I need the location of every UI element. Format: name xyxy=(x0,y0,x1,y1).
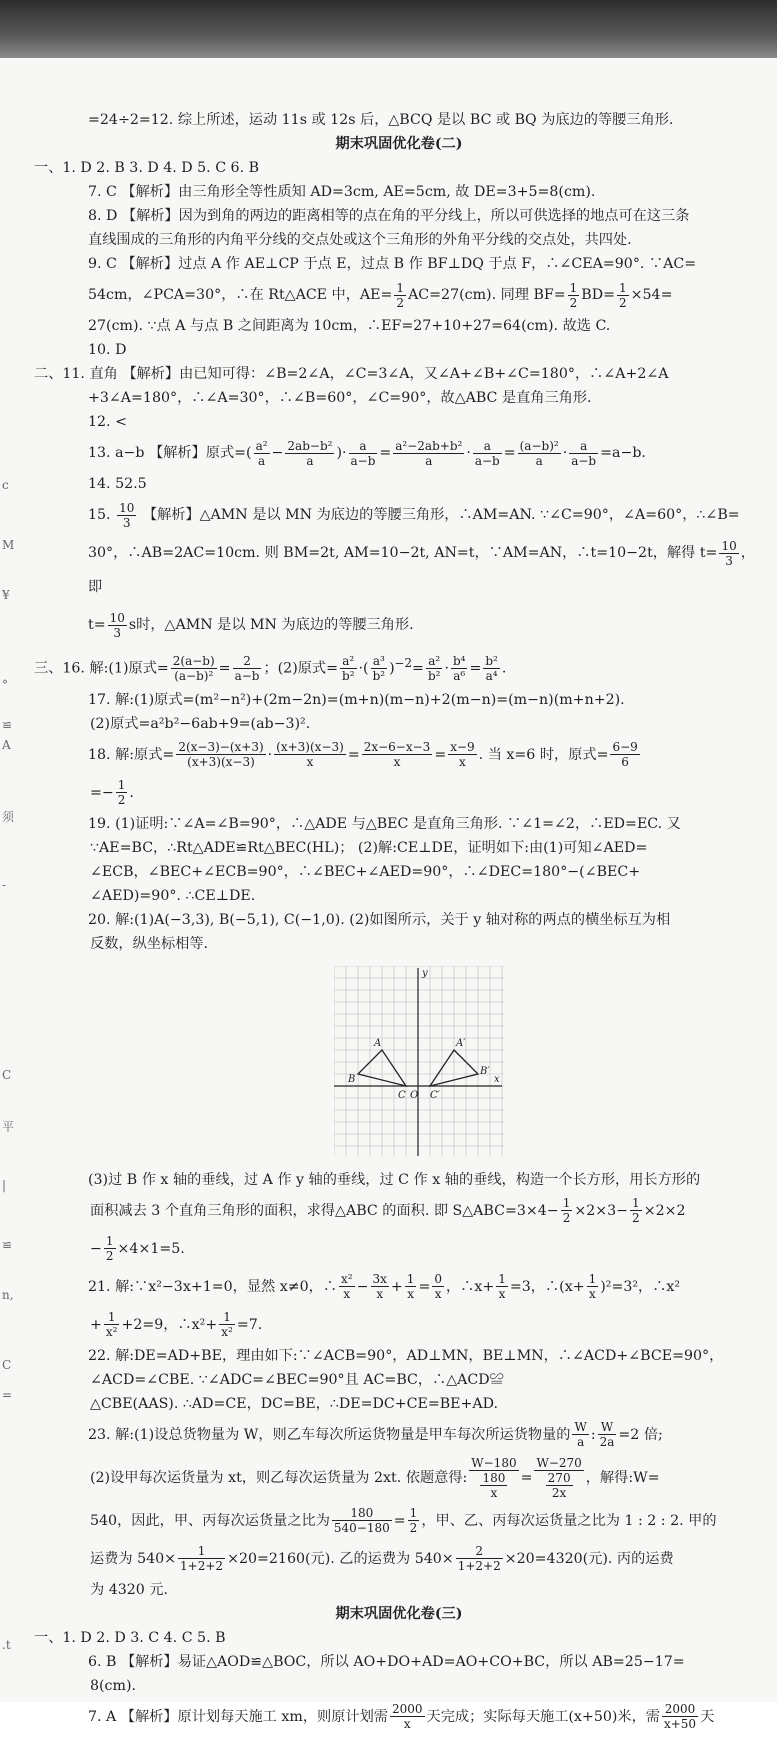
answers-line: 一、1. D 2. D 3. C 4. C 5. B xyxy=(34,1629,226,1646)
text: 54cm，∠PCA=30°，∴在 Rt△ACE 中，AE= xyxy=(88,287,393,303)
denominator: 1+2+2 xyxy=(457,1559,501,1574)
margin-mark: c xyxy=(2,478,9,492)
answers-line: 一、1. D 2. B 3. D 4. D 5. C 6. B xyxy=(34,160,260,176)
fraction xyxy=(171,654,217,683)
label-c: C xyxy=(398,1089,406,1101)
numerator: 2000 xyxy=(662,1702,698,1717)
text: ；(2)原式= xyxy=(263,660,339,677)
numerator: 2 xyxy=(233,654,262,669)
text: = xyxy=(393,1512,406,1529)
text-line: 8(cm). xyxy=(90,1677,137,1694)
denominator: x+50 xyxy=(663,1717,697,1732)
text: =− xyxy=(90,784,114,801)
text-line: t= $\frac{10}{3}$ s时，△AMN 是以 MN 为底边的等腰三角形. xyxy=(88,610,414,640)
text-line: ∠AED)=90°. ∴CE⊥DE. xyxy=(90,887,256,904)
text-line: (3)过 B 作 x 轴的垂线，过 A 作 y 轴的垂线，过 C 作 x 轴的垂线，构造一个长方形，用长方形的 xyxy=(88,1171,701,1188)
numerator: 1 xyxy=(569,280,578,295)
text: =2 倍; xyxy=(618,1426,663,1443)
text: + xyxy=(90,1316,102,1333)
fraction xyxy=(610,740,639,769)
numerator: 180 xyxy=(332,1506,392,1521)
fraction xyxy=(617,281,629,310)
denominator: x xyxy=(589,1287,596,1302)
text-line: 7. C 【解析】由三角形全等性质知 AD=3cm, AE=5cm, 故 DE=3+5=8(cm). xyxy=(88,184,596,200)
denominator: x xyxy=(407,1287,414,1302)
numerator: 1 xyxy=(406,1272,415,1287)
denominator xyxy=(469,1471,518,1500)
fraction xyxy=(219,1310,235,1339)
text-line: 19. (1)证明:∵∠A=∠B=90°，∴△ADE 与△BEC 是直角三角形. ∵∠1=∠2，∴ED=EC. 又 xyxy=(88,815,681,832)
text: ，解得:W= xyxy=(585,1469,660,1486)
fraction xyxy=(117,501,136,530)
fraction xyxy=(274,740,346,769)
text: ×4×1=5. xyxy=(117,1240,185,1257)
numerator: a xyxy=(473,439,502,454)
fraction xyxy=(108,611,127,640)
text: =3，∴(x+ xyxy=(509,1278,585,1295)
fraction xyxy=(480,1471,507,1500)
answer-page xyxy=(0,58,777,1732)
margin-mark: A xyxy=(2,738,11,752)
text: )· xyxy=(336,445,347,461)
numerator: 1 xyxy=(632,1196,640,1211)
fraction xyxy=(587,1272,599,1301)
numerator: 2 xyxy=(456,1544,503,1559)
text-line xyxy=(34,1418,764,1452)
denominator: 2 xyxy=(396,295,405,310)
text-line: 反数，纵坐标相等. xyxy=(90,935,209,952)
text: 18. 解:原式= xyxy=(88,746,175,763)
fraction xyxy=(104,1234,116,1263)
text-line xyxy=(34,1542,764,1576)
numerator: 10 xyxy=(119,500,135,515)
denominator: a⁴ xyxy=(485,669,498,684)
margin-mark: .t xyxy=(2,1638,11,1652)
numerator: W−180 xyxy=(471,1455,517,1470)
denominator: x² xyxy=(221,1325,233,1340)
numerator: 1 xyxy=(588,1272,597,1287)
fraction xyxy=(405,1272,417,1301)
numerator: 2000 xyxy=(391,1702,423,1717)
numerator: 1 xyxy=(562,1196,571,1211)
denominator: 3 xyxy=(113,625,122,640)
denominator: x xyxy=(459,755,466,770)
denominator: x xyxy=(376,1287,384,1302)
text-line: =− $\frac{1}{2}$ . xyxy=(90,778,134,808)
text-line: 18. 解:原式= $\frac{2(x-3)-(x+3)}{(x+3)(x-3)}$ · $\frac{(x+3)(x-3)}{x}$ = $\frac{2x-6-x-3}{x}$ = $\frac{x-9}{x}$ . 当 x=6 时，原式= $\frac{6-9}{6}$ xyxy=(88,740,638,770)
text-line: ∠ECB，∠BEC+∠ECB=90°，∴∠BEC+∠AED=90°，∴∠DEC=180°−(∠BEC+ xyxy=(90,863,641,880)
numerator: 1 xyxy=(618,280,627,295)
fraction xyxy=(176,740,265,769)
text-line xyxy=(34,1270,764,1304)
numerator: 1 xyxy=(409,1506,418,1521)
margin-mark: - xyxy=(2,878,7,892)
numerator: 0 xyxy=(434,1272,442,1287)
fraction xyxy=(233,654,262,683)
numerator: 2x−6−x−3 xyxy=(363,740,431,755)
denominator: 2 xyxy=(409,1521,418,1536)
fraction xyxy=(394,281,406,310)
text-line xyxy=(34,278,764,312)
text-line xyxy=(34,1194,764,1228)
text: 面积减去 3 个直角三角形的面积，求得△ABC 的面积. 即 S△ABC=3×4− xyxy=(90,1202,559,1219)
label-o: O xyxy=(410,1089,419,1101)
coordinate-graph xyxy=(334,966,504,1156)
scanner-top-bar xyxy=(0,0,777,58)
text-line xyxy=(34,1700,764,1734)
text: =7. xyxy=(236,1316,263,1333)
fraction xyxy=(340,654,357,683)
numerator: 1 xyxy=(104,1310,120,1325)
denominator: a xyxy=(257,453,266,468)
fraction xyxy=(518,439,561,468)
numerator: 1 xyxy=(105,1234,114,1249)
denominator: a−b xyxy=(234,669,260,684)
denominator: 2x xyxy=(551,1485,567,1500)
text-line: 8. D 【解析】因为到角的两边的距离相等的点在角的平分线上，所以可供选择的地点可在这三条 xyxy=(88,208,690,224)
text-line xyxy=(34,536,764,604)
text-line xyxy=(34,1456,764,1500)
label-a1: A′ xyxy=(456,1037,466,1049)
text: = xyxy=(418,1278,431,1295)
text-line xyxy=(34,1232,764,1266)
fraction xyxy=(408,1506,420,1535)
label-y: y xyxy=(422,967,428,979)
fraction xyxy=(483,654,500,683)
numerator: 180 xyxy=(482,1470,506,1485)
margin-mark: M xyxy=(2,538,15,552)
text: 540，因此，甲、丙每次运货量之比为 xyxy=(90,1512,330,1529)
text: + xyxy=(390,1278,403,1295)
text: 【解析】△AMN 是以 MN 为底边的等腰三角形，∴AM=AN. ∵∠C=90°，∠A=60°，∴∠B= xyxy=(142,507,740,523)
text-line: 17. 解:(1)原式=(m²−n²)+(2m−2n)=(m+n)(m−n)+2(m−n)=(m−n)(m+n+2). xyxy=(88,691,625,708)
fraction xyxy=(469,1456,518,1500)
text: ×2×3− xyxy=(574,1202,629,1219)
denominator: a xyxy=(577,1435,585,1450)
text: 三、16. 解:(1)原式= xyxy=(34,660,169,677)
numerator: a² xyxy=(255,438,268,453)
denominator: a−b xyxy=(350,453,376,468)
fraction xyxy=(432,1272,444,1301)
text-line: 9. C 【解析】过点 A 作 AE⊥CP 于点 E，过点 B 作 BF⊥DQ 于点 F，∴∠CEA=90°. ∵AC= xyxy=(88,256,697,272)
denominator: a−b xyxy=(571,453,597,468)
numerator: 1 xyxy=(396,280,405,295)
grid xyxy=(334,966,504,1156)
denominator xyxy=(534,1471,583,1500)
numerator: b² xyxy=(485,654,498,669)
fraction xyxy=(662,1702,698,1731)
numerator: 1 xyxy=(498,1272,506,1287)
denominator: 2 xyxy=(569,295,578,310)
text: ×20=4320(元). 丙的运费 xyxy=(504,1550,674,1567)
text: ×2×2 xyxy=(643,1202,686,1219)
numerator: a xyxy=(569,439,598,454)
fraction xyxy=(371,654,388,683)
text: 21. 解:∵x²−3x+1=0，显然 x≠0，∴ xyxy=(88,1278,338,1295)
text: . 当 x=6 时，原式= xyxy=(478,746,609,763)
fraction xyxy=(390,1702,425,1731)
denominator: x xyxy=(434,1287,442,1302)
numerator: x−9 xyxy=(450,740,475,755)
text: − xyxy=(356,1278,369,1295)
text: 运费为 540× xyxy=(90,1550,177,1567)
denominator: a xyxy=(425,453,433,468)
label-c1: C′ xyxy=(430,1089,440,1101)
text: BD= xyxy=(581,287,615,303)
fraction xyxy=(568,281,580,310)
fraction xyxy=(456,1544,503,1573)
denominator: 2 xyxy=(632,1211,640,1226)
label-b1: B′ xyxy=(480,1065,490,1077)
fraction xyxy=(426,654,443,683)
fraction xyxy=(598,1420,617,1449)
denominator: x xyxy=(393,755,401,770)
denominator: x xyxy=(306,755,314,770)
text: 7. A 【解析】原计划每天施工 xm，则原计划需 xyxy=(88,1708,388,1725)
denominator: x xyxy=(490,1485,498,1500)
text: =a−b. xyxy=(600,445,646,461)
denominator: a⁶ xyxy=(453,669,466,684)
fraction xyxy=(116,778,128,807)
denominator: a−b xyxy=(474,453,500,468)
text: AC=27(cm). 同理 BF= xyxy=(408,287,566,303)
numerator: W xyxy=(574,1420,587,1435)
denominator: 3 xyxy=(122,515,131,530)
numerator: 10 xyxy=(109,610,125,625)
text-line: 22. 解:DE=AD+BE，理由如下:∵∠ACB=90°，AD⊥MN，BE⊥MN，∴∠ACD+∠BCE=90°， xyxy=(88,1347,724,1364)
denominator: x xyxy=(343,1287,351,1302)
denominator: 6 xyxy=(621,755,629,770)
label-b: B xyxy=(348,1073,356,1085)
numerator: 2ab−b² xyxy=(287,438,333,453)
text-line: 20. 解:(1)A(−3,3), B(−5,1), C(−1,0). (2)如图所示，关于 y 轴对称的两点的横坐标互为相 xyxy=(88,911,671,928)
text: 天 xyxy=(700,1708,715,1725)
margin-mark: ° xyxy=(2,678,8,692)
fraction xyxy=(349,439,378,468)
denominator: 3 xyxy=(725,553,733,568)
text: · xyxy=(562,445,568,461)
text: (2)设甲每次运货量为 xt，则乙每次运货量为 2xt. 依题意得: xyxy=(90,1469,468,1486)
text-line: 14. 52.5 xyxy=(88,476,147,492)
numerator: b⁴ xyxy=(452,654,466,669)
numerator: 2(a−b) xyxy=(172,654,215,669)
numerator: W xyxy=(598,1420,617,1435)
margin-mark: C xyxy=(2,1068,12,1082)
left-margin-marks xyxy=(0,58,14,1702)
fraction xyxy=(371,1272,389,1301)
text: : xyxy=(590,1426,596,1443)
denominator: (x+3)(x−3) xyxy=(187,755,255,770)
denominator: b² xyxy=(372,669,386,684)
numerator: a² xyxy=(340,654,357,669)
denominator: x xyxy=(403,1717,411,1732)
numerator: 6−9 xyxy=(612,740,638,755)
margin-mark: C xyxy=(2,1358,12,1372)
text-line: 13. a−b 【解析】原式=( $\frac{\text{a²}}{a}$ − $\frac{\text{2ab−b²}}{a}$ )· $\frac{a}{a-b}$ = $\frac{\text{a²−2ab+b²}}{a}$ · $\frac{a}{a-b}$ = $\frac{\text{(a−b)²}}{a}$ · $\frac{a}{a-b}$ =a−b. xyxy=(88,438,646,468)
text-line: 二、11. 直角 【解析】由已知可得：∠B=2∠A，∠C=3∠A，又∠A+∠B+∠C=180°，∴∠A+2∠A xyxy=(34,366,669,382)
numerator: (x+3)(x−3) xyxy=(276,740,344,755)
numerator: 3x xyxy=(372,1272,387,1287)
fraction xyxy=(719,539,738,568)
margin-mark: n, xyxy=(2,1288,14,1302)
denominator: a xyxy=(306,453,314,468)
margin-mark: 平 xyxy=(2,1120,15,1134)
text-line xyxy=(34,1504,764,1538)
text: +2=9，∴x²+ xyxy=(121,1316,218,1333)
denominator: b² xyxy=(427,669,441,684)
text: − xyxy=(90,1240,102,1257)
text: ×54= xyxy=(630,287,673,303)
text: ，即 xyxy=(88,545,755,595)
margin-mark: | xyxy=(2,1178,7,1192)
label-x: x xyxy=(494,1073,500,1085)
text-line: 为 4320 元. xyxy=(90,1581,169,1598)
denominator: 2 xyxy=(117,793,126,808)
margin-mark: = xyxy=(2,1388,13,1402)
numerator: a² xyxy=(426,654,443,669)
fraction xyxy=(339,1272,355,1301)
fraction xyxy=(178,1544,225,1573)
denominator: 1+2+2 xyxy=(180,1559,224,1574)
text: s时，△AMN 是以 MN 为底边的等腰三角形. xyxy=(128,617,414,633)
text: ，∴x+ xyxy=(445,1278,495,1295)
denominator: x² xyxy=(105,1325,118,1340)
fraction xyxy=(496,1272,508,1301)
fraction xyxy=(393,439,464,468)
fraction xyxy=(572,1420,588,1449)
text-line: 15. $\frac{10}{3}$ 【解析】△AMN 是以 MN 为底边的等腰三角形，∴AM=AN. ∵∠C=90°，∠A=60°，∴∠B= xyxy=(88,500,740,530)
numerator: 1 xyxy=(219,1310,235,1325)
text: 30°，∴AB=2AC=10cm. 则 BM=2t, AM=10−2t, AN=t，∵AM=AN，∴t=10−2t，解得 t= xyxy=(88,545,718,561)
numerator: 10 xyxy=(721,538,737,553)
fraction xyxy=(451,654,468,683)
fraction xyxy=(285,439,334,468)
margin-mark: ≌ xyxy=(2,1238,13,1252)
text-line: 6. B 【解析】易证△AOD≌△BOC，所以 AO+DO+AD=AO+CO+BC，所以 AB=25−17= xyxy=(88,1653,685,1670)
fraction xyxy=(254,439,270,468)
fraction xyxy=(448,740,476,769)
fraction xyxy=(534,1456,583,1500)
denominator: x xyxy=(498,1287,506,1302)
numerator: a xyxy=(349,439,378,454)
text-line: =24÷2=12. 综上所述，运动 11s 或 12s 后，△BCQ 是以 BC 或 BQ 为底边的等腰三角形. xyxy=(88,112,674,128)
denominator: 2 xyxy=(618,295,627,310)
fraction xyxy=(473,439,502,468)
denominator: b² xyxy=(342,669,355,684)
text-line xyxy=(34,1308,764,1342)
numerator: 270 xyxy=(547,1470,571,1485)
numerator: a³ xyxy=(371,654,388,669)
section-title: 期末巩固优化卷(三) xyxy=(335,1605,463,1622)
text: = xyxy=(520,1469,533,1486)
margin-mark: 须 xyxy=(2,810,15,824)
text: 13. a−b 【解析】原式=( xyxy=(88,445,252,461)
denominator: 2 xyxy=(562,1211,571,1226)
text: 天完成；实际每天施工(x+50)米，需 xyxy=(426,1708,660,1725)
text-line: 12. < xyxy=(88,414,127,430)
text: ，甲、乙、丙每次运货量之比为 1 : 2 : 2. 甲的 xyxy=(421,1512,717,1529)
denominator: a xyxy=(535,453,543,468)
fraction xyxy=(104,1310,120,1339)
text-line: (2)原式=a²b²−6ab+9=(ab−3)². xyxy=(90,715,311,732)
text-line: 三、16. 解:(1)原式= $\frac{2(a-b)}{\text{(a−b)²}}$ = $\frac{2}{a-b}$ ；(2)原式= $\frac{\text{a²}}{\text{b²}}$ ·( $\frac{\text{a³}}{\text{b²}}$ )$^{-2}$= $\frac{\text{a²}}{\text{b²}}$ · $\frac{\text{b⁴}}{\text{a⁶}}$ = $\frac{\text{b²}}{\text{a⁴}}$ . xyxy=(34,654,507,684)
answer-content xyxy=(34,110,764,1738)
text: 23. 解:(1)设总货物量为 W，则乙车每次所运货物量是甲车每次所运货物量的 xyxy=(88,1426,571,1443)
fraction xyxy=(561,1196,573,1225)
margin-mark: ≌ xyxy=(2,718,13,732)
label-a: A xyxy=(374,1037,382,1049)
denominator: 540−180 xyxy=(333,1521,390,1536)
numerator: 2(x−3)−(x+3) xyxy=(178,740,264,755)
text: ×20=2160(元). 乙的运费为 540× xyxy=(227,1550,454,1567)
margin-mark: ¥ xyxy=(2,588,10,602)
numerator: 1 xyxy=(117,778,126,793)
text-line: 27(cm). ∵点 A 与点 B 之间距离为 10cm，∴EF=27+10+27=64(cm). 故选 C. xyxy=(88,318,611,334)
fraction xyxy=(332,1506,392,1535)
text: · xyxy=(466,445,471,461)
fraction xyxy=(362,740,433,769)
fraction xyxy=(546,1471,573,1500)
denominator: (a−b)² xyxy=(174,669,214,684)
fraction xyxy=(569,439,598,468)
denominator: 2a xyxy=(599,1435,615,1450)
text-line: △CBE(AAS). ∴AD=CE，DC=BE，∴DE=DC+CE=BE+AD. xyxy=(90,1395,499,1412)
denominator: 2 xyxy=(105,1249,114,1264)
text-line: 10. D xyxy=(88,342,127,358)
numerator: W−270 xyxy=(536,1455,582,1470)
text: )²=3²，∴x² xyxy=(600,1278,681,1295)
numerator: 1 xyxy=(178,1544,225,1559)
numerator: a²−2ab+b² xyxy=(395,438,463,453)
text-line: 直线围成的三角形的内角平分线的交点处或这个三角形的外角平分线的交点处，共四处. xyxy=(88,232,632,248)
fraction xyxy=(630,1196,642,1225)
text-line: ∠ACD=∠CBE. ∵∠ADC=∠BEC=90°且 AC=BC，∴△ACD≌ xyxy=(90,1371,504,1388)
numerator: (a−b)² xyxy=(519,438,559,453)
section-title: 期末巩固优化卷(二) xyxy=(335,136,463,152)
text-line: ∵AE=BC，∴Rt△ADE≌Rt△BEC(HL)； (2)解:CE⊥DE，证明如下:由(1)可知∠AED= xyxy=(90,839,648,856)
numerator: x² xyxy=(341,1272,353,1287)
text-line: +3∠A=180°，∴∠A=30°，∴∠B=60°，∠C=90°，故△ABC 是直角三角形. xyxy=(88,390,592,406)
